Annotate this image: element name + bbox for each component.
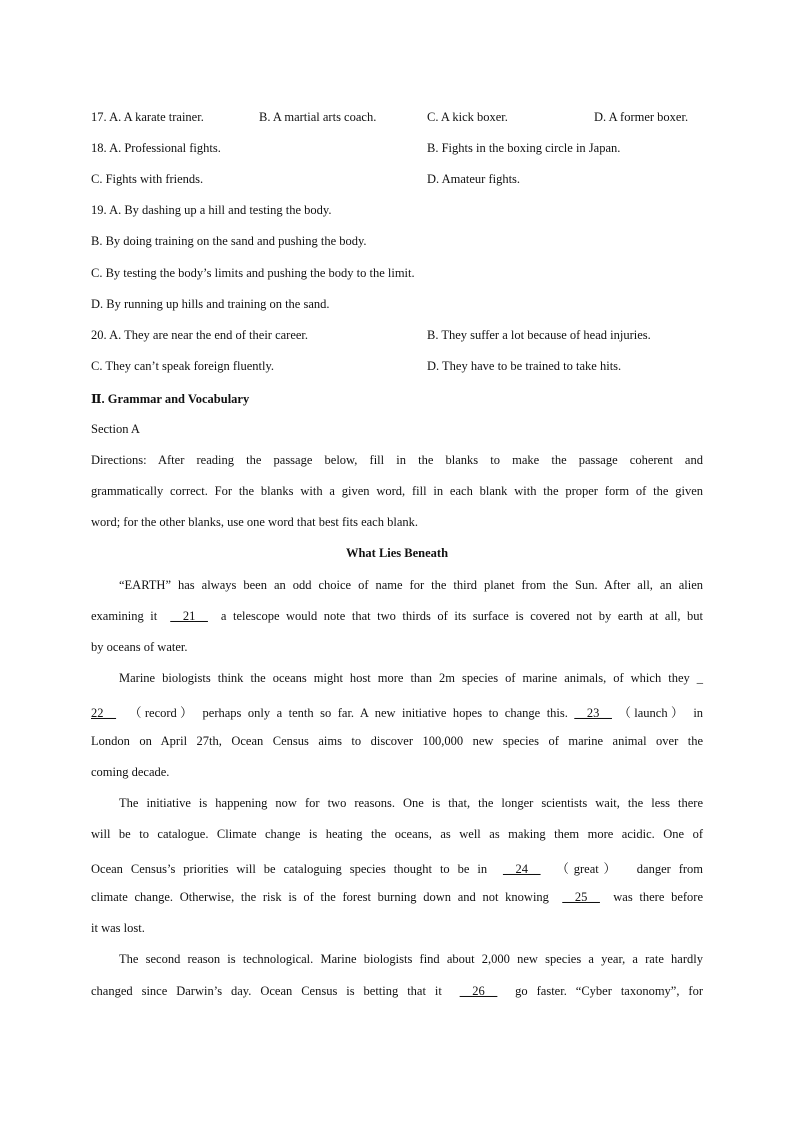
q17-option-b: B. A martial arts coach.	[259, 110, 377, 124]
q18-option-a: 18. A. Professional fights.	[91, 141, 221, 155]
blank-22[interactable]: 22__	[91, 706, 116, 720]
blank-23[interactable]: __23__	[574, 706, 612, 720]
p4-line-1: The second reason is technological. Marine biologists find about 2,000 new species a year, a rate hardly	[119, 952, 703, 966]
p2-line-1: Marine biologists think the oceans might host more than 2m species of marine animals, of which they _	[119, 671, 704, 685]
q20-option-a: 20. A. They are near the end of their career.	[91, 328, 309, 342]
p3-line-2: will be to catalogue. Climate change is heating the oceans, as well as making them more acidic. One of	[91, 827, 703, 841]
blank-21[interactable]: __21__	[170, 609, 208, 623]
p1-line-3: by oceans of water.	[91, 640, 188, 654]
q18-option-d: D. Amateur fights.	[427, 172, 521, 186]
directions-line-2: grammatically correct. For the blanks with a given word, fill in each blank with the proper form of the given	[91, 484, 703, 498]
p3-line-4: climate change. Otherwise, the risk is of the forest burning down and not knowing __25__ was there before	[91, 890, 704, 904]
q17-option-d: D. A former boxer.	[594, 110, 689, 124]
p4-line-2: changed since Darwin’s day. Ocean Census is betting that it __26__ go faster. “Cyber taxonomy”, for	[91, 984, 704, 998]
section-label: Section A	[91, 422, 140, 436]
q20-option-c: C. They can’t speak foreign fluently.	[91, 359, 275, 373]
p2-line-3: London on April 27th, Ocean Census aims to discover 100,000 new species of marine animal over the	[91, 734, 703, 748]
directions-line-1: Directions: After reading the passage below, fill in the blanks to make the passage coherent and	[91, 453, 703, 467]
blank-25[interactable]: __25__	[562, 890, 600, 904]
q19-option-c: C. By testing the body’s limits and pushing the body to the limit.	[91, 266, 415, 280]
blank-22-start[interactable]: _	[696, 671, 704, 685]
q19-option-b: B. By doing training on the sand and pushing the body.	[91, 234, 367, 248]
passage-title: What Lies Beneath	[345, 546, 449, 560]
p3-line-1: The initiative is happening now for two reasons. One is that, the longer scientists wait, the less there	[119, 796, 703, 810]
hint-24: （great）	[556, 862, 621, 876]
p3-line-3: Ocean Census’s priorities will be cataloguing species thought to be in __24__ （great） danger from	[91, 862, 704, 876]
q19-option-d: D. By running up hills and training on the sand.	[91, 297, 330, 311]
directions-line-3: word; for the other blanks, use one word that best fits each blank.	[91, 515, 418, 529]
p2-line-4: coming decade.	[91, 765, 170, 779]
q18-option-c: C. Fights with friends.	[91, 172, 204, 186]
blank-24[interactable]: __24__	[503, 862, 541, 876]
q20-option-b: B. They suffer a lot because of head injuries.	[427, 328, 651, 342]
p1-line-2: examining it __21__ a telescope would note that two thirds of its surface is covered not by earth at all, but	[91, 609, 704, 623]
q20-option-d: D. They have to be trained to take hits.	[427, 359, 622, 373]
hint-23: （launch）	[618, 706, 687, 720]
hint-22: （record）	[129, 706, 197, 720]
q17-option-c: C. A kick boxer.	[427, 110, 508, 124]
q17-option-a: 17. A. A karate trainer.	[91, 110, 204, 124]
p1-line-1: “EARTH” has always been an odd choice of name for the third planet from the Sun. After all, an alien	[119, 578, 703, 592]
blank-26[interactable]: __26__	[459, 984, 498, 998]
p3-line-5: it was lost.	[91, 921, 145, 935]
p2-line-2: 22__ （record） perhaps only a tenth so far. A new initiative hopes to change this. __23__ （launch） in	[91, 706, 704, 720]
q18-option-b: B. Fights in the boxing circle in Japan.	[427, 141, 621, 155]
section-heading: Ⅱ. Grammar and Vocabulary	[91, 392, 250, 406]
q19-option-a: 19. A. By dashing up a hill and testing the body.	[91, 203, 332, 217]
